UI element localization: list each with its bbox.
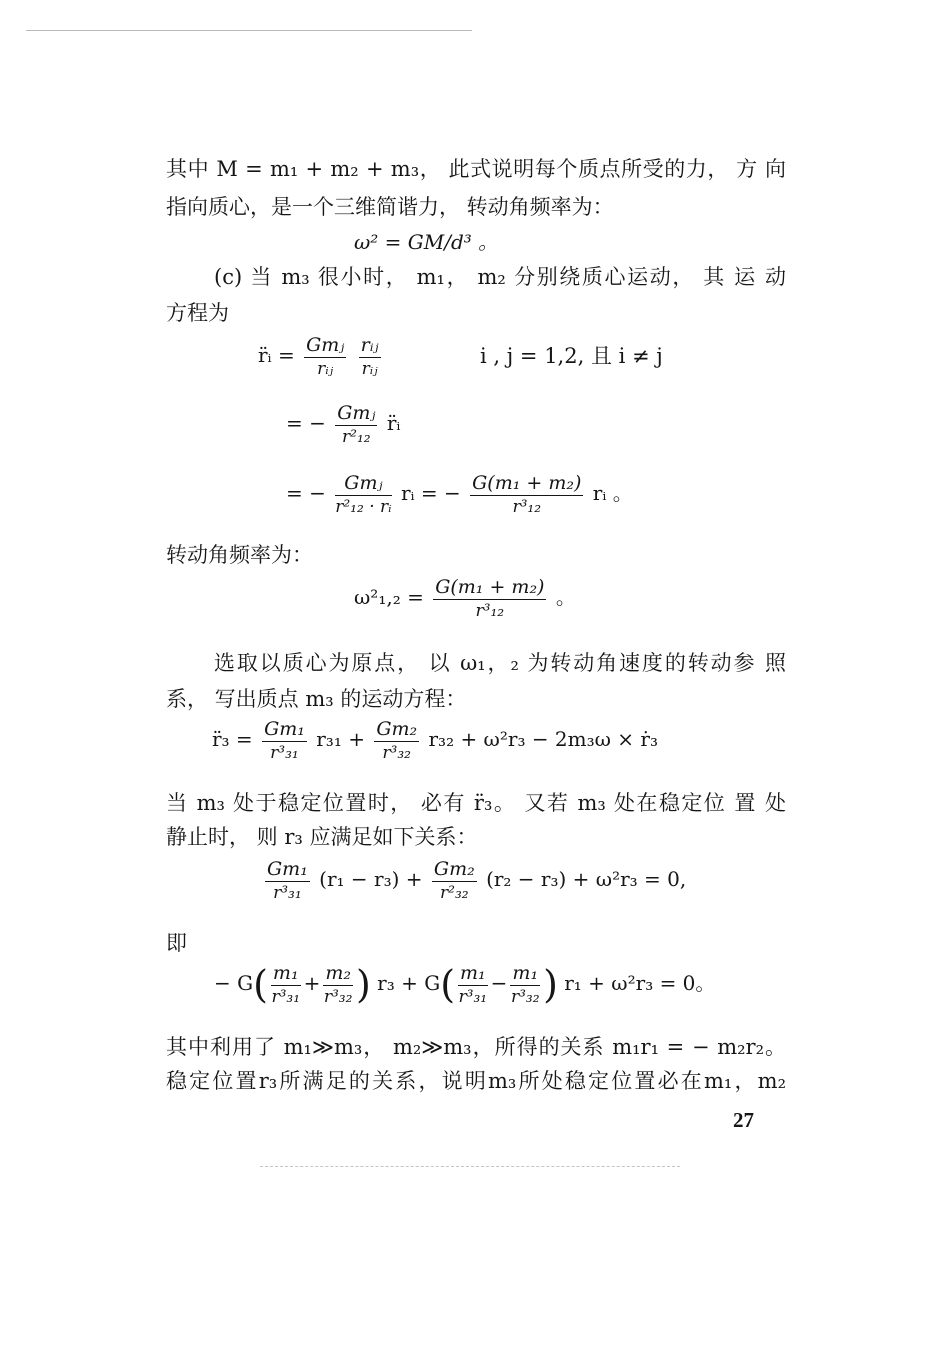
eq5-lhs: r̈₃ = [212,727,253,751]
top-rule [26,30,472,31]
text-line-2: 指向质心，是一个三维简谐力， 转动角频率为： [166,195,614,219]
eq3-den-2: r³₁₂ [512,497,542,517]
eq3-den-1: r²₁₂ · rᵢ [335,497,392,517]
eq3-frac-1 [335,472,391,517]
text-line-7: 系， 写出质点 m₃ 的运动方程： [166,687,467,711]
eq2-lhs: = − [286,411,326,435]
eq5-rhs: r₃₂ + ω²r₃ − 2m₃ω × ṙ₃ [428,727,658,751]
eq4-den: r³₁₂ [475,601,505,621]
eq5-frac-1 [262,718,307,763]
eq4-frac [433,576,546,621]
eq5-mid: r₃₁ + [316,727,365,751]
eq6-frac-2 [432,858,477,903]
eq1-frac-1 [304,334,346,379]
eq3-rhs: rᵢ 。 [592,481,633,505]
eq7-frac-1 [271,962,301,1007]
eq6-num-2: Gm₂ [433,858,475,880]
eq7-frac-2 [323,962,353,1007]
eq1-lhs: r̈ᵢ = [258,343,295,367]
eq7-paren-open-1: ( [253,962,268,1007]
eq3-num-1: Gmⱼ [335,472,391,496]
text-line-12: 稳定位置r₃所满足的关系，说明m₃所处稳定位置必在m₁，m₂ [166,1069,786,1093]
eq4-rhs: 。 [555,585,576,609]
equation-7 [214,962,715,1007]
text-line-1: 其中 M = m₁ + m₂ + m₃， 此式说明每个质点所受的力， 方 向 [166,157,786,181]
eq1-num-2: rᵢⱼ [360,334,379,356]
eq3-lhs: = − [286,481,326,505]
text-line-3: (c) 当 m₃ 很小时， m₁， m₂ 分别绕质心运动， 其 运 动 [214,265,786,289]
eq7-frac-4 [510,962,540,1007]
eq3-num-2: G(m₁ + m₂) [472,472,582,494]
equation-1-condition: i , j = 1,2, 且 i ≠ j [480,344,663,368]
eq4-num: G(m₁ + m₂) [435,576,545,598]
eq5-num-1: Gm₁ [264,718,305,740]
eq6-den-2: r²₃₂ [440,883,469,903]
eq3-frac-2 [470,472,583,517]
eq7-den-1: r³₃₁ [271,987,301,1007]
eq7-paren-close-2: ) [543,962,558,1007]
equation-omega: ω² = GM/d³ 。 [354,230,499,254]
equation-4 [354,576,576,621]
eq7-num-1: m₁ [272,962,299,984]
eq3-mid: rᵢ = − [400,481,461,505]
equation-5 [212,718,658,763]
eq7-den-2: r³₃₂ [323,987,353,1007]
eq7-num-4: m₁ [512,962,539,984]
eq7-paren-open-2: ( [440,962,456,1007]
eq1-frac-2 [359,334,381,379]
eq7-rhs: r₁ + ω²r₃ = 0。 [564,971,716,995]
eq2-frac [335,402,377,447]
eq7-mid: r₃ + G [377,971,441,995]
text-line-10: 即 [166,931,187,955]
eq7-num-3: m₁ [460,962,486,984]
text-line-9: 静止时， 则 r₃ 应满足如下关系： [166,825,478,849]
eq6-frac-1 [265,858,310,903]
text-line-4: 方程为 [166,301,229,325]
eq5-frac-2 [374,718,419,763]
page-number: 27 [733,1108,754,1132]
text-line-8: 当 m₃ 处于稳定位置时， 必有 r̈₃。 又若 m₃ 处在稳定位 置 处 [166,791,786,815]
eq2-rhs: r̈ᵢ [386,411,401,435]
eq7-plus: + [303,971,321,995]
equation-1 [258,334,384,379]
text-line-11: 其中利用了 m₁≫m₃， m₂≫m₃，所得的关系 m₁r₁ = − m₂r₂。 [166,1035,786,1059]
eq2-den: r²₁₂ [342,427,371,447]
text-line-6: 选取以质心为原点， 以 ω₁，₂ 为转动角速度的转动参 照 [214,651,786,675]
eq7-den-4: r³₃₂ [510,987,540,1007]
eq6-den-1: r³₃₁ [273,883,302,903]
eq7-num-2: m₂ [325,962,351,984]
eq1-den-1: rᵢⱼ [317,359,334,379]
eq7-minus: − [490,971,508,995]
eq7-den-3: r³₃₁ [458,987,488,1007]
eq1-den-2: rᵢⱼ [361,359,378,379]
equation-2 [286,402,400,447]
eq6-num-1: Gm₁ [267,858,308,880]
eq7-paren-close-1: ) [355,962,371,1007]
eq1-num-1: Gmⱼ [306,334,345,356]
equation-6 [262,858,686,903]
equation-3 [286,472,633,517]
eq5-den-1: r³₃₁ [270,743,299,763]
eq7-lhs: − G [214,971,254,995]
eq7-frac-3 [458,962,488,1007]
text-line-5: 转动角频率为： [166,543,313,567]
bottom-rule [260,1166,680,1167]
eq5-num-2: Gm₂ [376,718,418,740]
eq6-rhs: (r₂ − r₃) + ω²r₃ = 0, [486,867,687,891]
eq2-num: Gmⱼ [337,402,376,424]
eq4-lhs: ω²₁,₂ = [354,585,424,609]
eq6-mid: (r₁ − r₃) + [319,867,423,891]
eq5-den-2: r³₃₂ [382,743,411,763]
